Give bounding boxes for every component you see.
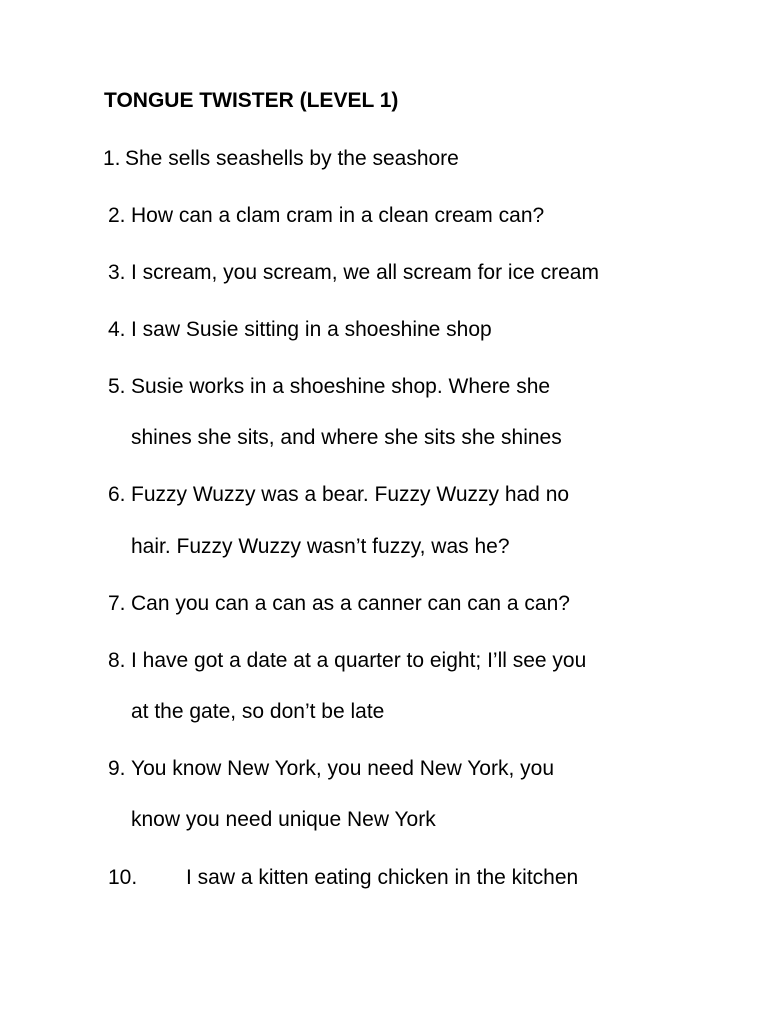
item-number: 1. bbox=[103, 147, 121, 170]
item-number: 2. bbox=[108, 204, 126, 227]
item-number: 3. bbox=[108, 261, 126, 284]
item-number: 5. bbox=[108, 375, 126, 398]
item-number: 9. bbox=[108, 757, 126, 780]
item-text-line: I saw a kitten eating chicken in the kitchen bbox=[186, 866, 579, 889]
item-text-line: I saw Susie sitting in a shoeshine shop bbox=[131, 318, 492, 341]
item-text-line: Susie works in a shoeshine shop. Where she bbox=[131, 375, 551, 398]
item-text-line: hair. Fuzzy Wuzzy wasn’t fuzzy, was he? bbox=[131, 535, 510, 558]
item-text-line: I have got a date at a quarter to eight; I’ll see you bbox=[131, 649, 587, 672]
item-text-line: How can a clam cram in a clean cream can? bbox=[131, 204, 545, 227]
item-text-line: at the gate, so don’t be late bbox=[131, 700, 385, 723]
item-text-line: I scream, you scream, we all scream for ice cream bbox=[131, 261, 599, 284]
item-text-line: You know New York, you need New York, you bbox=[131, 757, 555, 780]
page-title: TONGUE TWISTER (LEVEL 1) bbox=[104, 89, 399, 112]
item-number: 10. bbox=[108, 866, 138, 889]
item-text-line: know you need unique New York bbox=[131, 808, 436, 831]
item-number: 8. bbox=[108, 649, 126, 672]
item-text-line: Fuzzy Wuzzy was a bear. Fuzzy Wuzzy had no bbox=[131, 483, 570, 506]
item-text-line: Can you can a can as a canner can can a can? bbox=[131, 592, 570, 615]
item-number: 6. bbox=[108, 483, 126, 506]
item-number: 7. bbox=[108, 592, 126, 615]
item-number: 4. bbox=[108, 318, 126, 341]
item-text-line: shines she sits, and where she sits she shines bbox=[131, 426, 562, 449]
item-text-line: She sells seashells by the seashore bbox=[125, 147, 459, 170]
